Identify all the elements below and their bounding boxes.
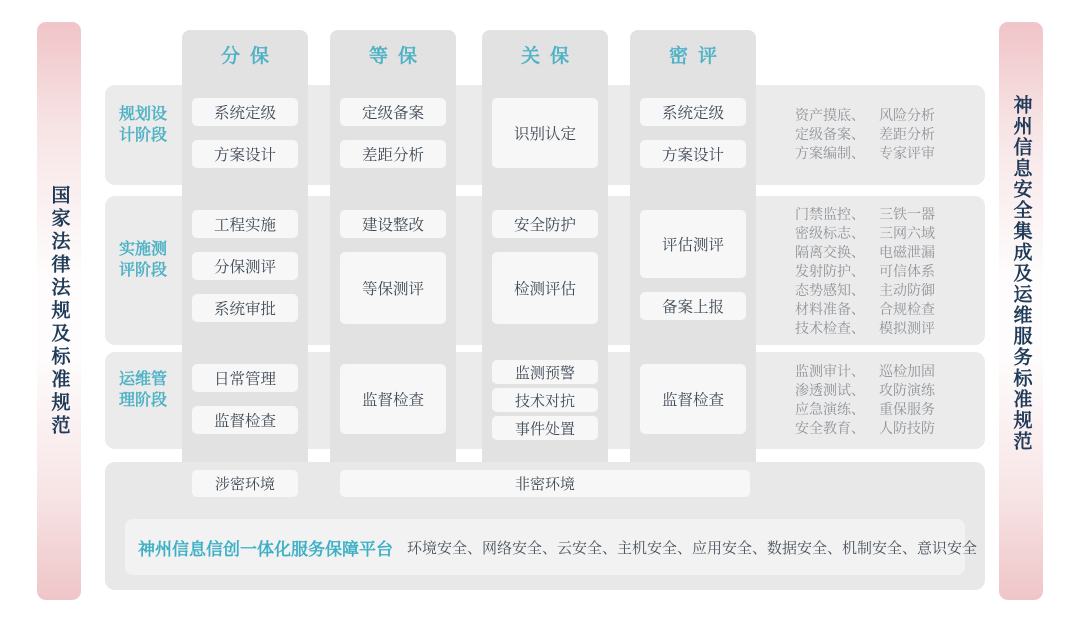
note-item: 重保服务 xyxy=(879,401,935,417)
column-header-guanbao xyxy=(482,30,608,78)
task-box-r2-guanbao-0: 安全防护 xyxy=(492,210,598,238)
task-box-r1-miping-1: 方案设计 xyxy=(640,140,746,168)
column-header-fenbao xyxy=(182,30,308,78)
task-box-r1-fenbao-0: 系统定级 xyxy=(192,98,298,126)
env-box-unclassified: 非密环境 xyxy=(340,470,750,497)
column-header-miping-label: 密评 xyxy=(668,45,727,67)
platform-items: 环境安全、网络安全、云安全、主机安全、应用安全、数据安全、机制安全、意识安全 xyxy=(407,539,978,557)
stage-label-operation: 运维管理阶段 xyxy=(118,371,167,409)
note-item: 合规检查 xyxy=(879,301,935,317)
task-box-r3-guanbao-0: 监测预警 xyxy=(492,360,598,384)
task-box-r2-fenbao-0: 工程实施 xyxy=(192,210,298,238)
notes-planning xyxy=(795,106,935,163)
task-box-r3-fenbao-0: 日常管理 xyxy=(192,364,298,392)
note-item: 电磁泄漏 xyxy=(879,244,935,260)
note-item: 攻防演练 xyxy=(879,382,935,398)
task-box-r1-fenbao-1: 方案设计 xyxy=(192,140,298,168)
platform-title: 神州信息信创一体化服务保障平台 xyxy=(138,539,393,559)
note-item: 隔离交换、 xyxy=(795,244,865,260)
note-item: 可信体系 xyxy=(879,263,935,279)
task-box-r2-fenbao-2: 系统审批 xyxy=(192,294,298,322)
task-box-r3-fenbao-1: 监督检查 xyxy=(192,406,298,434)
note-item: 主动防御 xyxy=(879,282,935,298)
note-item: 渗透测试、 xyxy=(795,382,865,398)
note-item: 安全教育、 xyxy=(795,420,865,436)
note-item: 人防技防 xyxy=(879,420,935,436)
task-box-r3-guanbao-1: 技术对抗 xyxy=(492,388,598,412)
task-box-r1-dengbao-0: 定级备案 xyxy=(340,98,446,126)
task-box-r1-miping-0: 系统定级 xyxy=(640,98,746,126)
task-box-r3-miping-0: 监督检查 xyxy=(640,364,746,434)
task-box-r1-dengbao-1: 差距分析 xyxy=(340,140,446,168)
task-box-r3-guanbao-2: 事件处置 xyxy=(492,416,598,440)
note-item: 三网六域 xyxy=(879,225,935,241)
stage-label-planning: 规划设计阶段 xyxy=(118,106,167,144)
left-standards-bar xyxy=(37,22,81,600)
note-item: 材料准备、 xyxy=(795,301,865,317)
note-item: 技术检查、 xyxy=(795,320,865,336)
note-item: 方案编制、 xyxy=(795,145,865,161)
note-item: 模拟测评 xyxy=(879,320,935,336)
column-header-miping xyxy=(630,30,756,78)
task-box-r3-dengbao-0: 监督检查 xyxy=(340,364,446,434)
note-item: 专家评审 xyxy=(879,145,935,161)
note-item: 三铁一器 xyxy=(879,206,935,222)
env-box-classified: 涉密环境 xyxy=(192,470,298,497)
task-box-r2-miping-0: 评估测评 xyxy=(640,210,746,278)
note-item: 态势感知、 xyxy=(795,282,865,298)
platform-bar xyxy=(125,519,978,575)
task-box-r2-guanbao-1: 检测评估 xyxy=(492,252,598,324)
column-header-guanbao-label: 关保 xyxy=(520,45,579,67)
notes-operation xyxy=(795,362,935,438)
note-item: 发射防护、 xyxy=(795,263,865,279)
task-box-r2-dengbao-0: 建设整改 xyxy=(340,210,446,238)
note-item: 风险分析 xyxy=(879,107,935,123)
column-header-dengbao xyxy=(330,30,456,78)
task-box-r2-dengbao-1: 等保测评 xyxy=(340,252,446,324)
note-item: 密级标志、 xyxy=(795,225,865,241)
right-standards-bar xyxy=(999,22,1043,600)
notes-implementation xyxy=(795,205,935,338)
task-box-r1-guanbao-0: 识别认定 xyxy=(492,98,598,168)
note-item: 巡检加固 xyxy=(879,363,935,379)
note-item: 差距分析 xyxy=(879,126,935,142)
note-item: 应急演练、 xyxy=(795,401,865,417)
column-header-dengbao-label: 等保 xyxy=(368,45,427,67)
note-item: 资产摸底、 xyxy=(795,107,865,123)
note-item: 监测审计、 xyxy=(795,363,865,379)
stage-label-implementation: 实施测评阶段 xyxy=(118,241,167,279)
left-standards-bar-label: 国家法律法规及标准规范 xyxy=(48,184,70,438)
column-header-fenbao-label: 分保 xyxy=(220,45,279,67)
task-box-r2-fenbao-1: 分保测评 xyxy=(192,252,298,280)
note-item: 定级备案、 xyxy=(795,126,865,142)
task-box-r2-miping-1: 备案上报 xyxy=(640,292,746,320)
right-standards-bar-label: 神州信息安全集成及运维服务标准规范 xyxy=(1010,95,1032,452)
note-item: 门禁监控、 xyxy=(795,206,865,222)
